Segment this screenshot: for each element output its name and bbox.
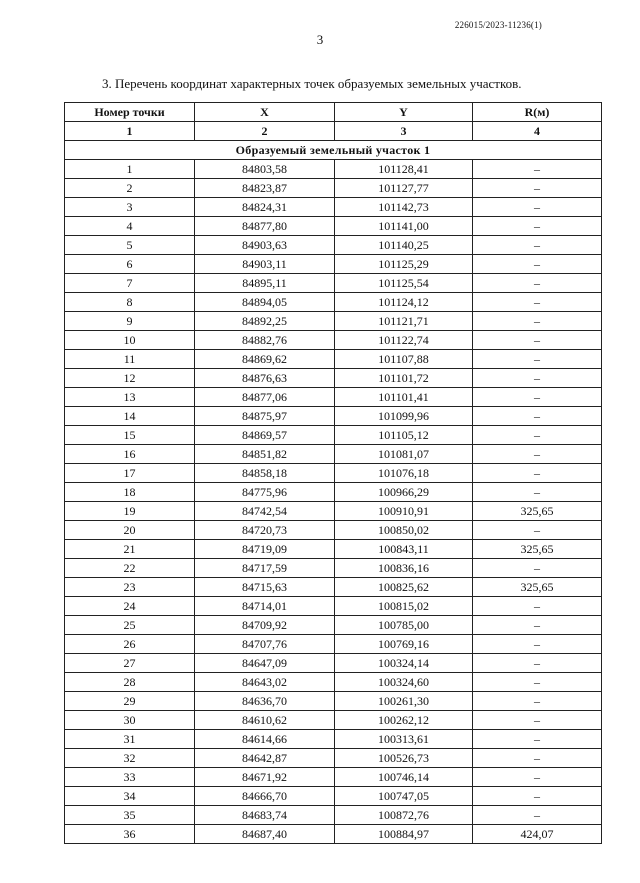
table-row — [65, 825, 602, 844]
table-row — [65, 445, 602, 464]
x-coordinate-cell: 84851,82 — [195, 445, 335, 464]
point-number-cell: 17 — [65, 464, 195, 483]
y-coordinate-cell: 101127,77 — [335, 179, 473, 198]
x-coordinate-cell: 84720,73 — [195, 521, 335, 540]
x-coordinate-cell: 84610,62 — [195, 711, 335, 730]
point-number-cell: 35 — [65, 806, 195, 825]
land-plot-group-row — [65, 141, 602, 160]
table-row — [65, 407, 602, 426]
point-number-cell: 11 — [65, 350, 195, 369]
point-number-cell: 4 — [65, 217, 195, 236]
y-coordinate-cell: 101101,41 — [335, 388, 473, 407]
x-coordinate-cell: 84671,92 — [195, 768, 335, 787]
radius-cell: – — [473, 692, 602, 711]
y-coordinate-cell: 100836,16 — [335, 559, 473, 578]
point-number-cell: 9 — [65, 312, 195, 331]
x-coordinate-cell: 84707,76 — [195, 635, 335, 654]
radius-cell: – — [473, 616, 602, 635]
point-number-cell: 5 — [65, 236, 195, 255]
radius-cell: – — [473, 388, 602, 407]
y-coordinate-cell: 101076,18 — [335, 464, 473, 483]
table-row — [65, 331, 602, 350]
page-number: 3 — [316, 32, 324, 47]
point-number-cell: 1 — [65, 160, 195, 179]
table-row — [65, 806, 602, 825]
radius-cell: – — [473, 521, 602, 540]
y-coordinate-cell: 100815,02 — [335, 597, 473, 616]
column-header-x: X — [195, 103, 335, 122]
radius-cell: – — [473, 711, 602, 730]
x-coordinate-cell: 84687,40 — [195, 825, 335, 844]
y-coordinate-cell: 100769,16 — [335, 635, 473, 654]
radius-cell: – — [473, 274, 602, 293]
land-plot-group-title: Образуемый земельный участок 1 — [65, 141, 602, 160]
y-coordinate-cell: 101081,07 — [335, 445, 473, 464]
point-number-cell: 6 — [65, 255, 195, 274]
point-number-cell: 16 — [65, 445, 195, 464]
x-coordinate-cell: 84715,63 — [195, 578, 335, 597]
table-header — [65, 103, 602, 160]
point-number-cell: 29 — [65, 692, 195, 711]
table-row — [65, 692, 602, 711]
point-number-cell: 24 — [65, 597, 195, 616]
point-number-cell: 36 — [65, 825, 195, 844]
x-coordinate-cell: 84636,70 — [195, 692, 335, 711]
table-row — [65, 616, 602, 635]
y-coordinate-cell: 101142,73 — [335, 198, 473, 217]
point-number-cell: 21 — [65, 540, 195, 559]
point-number-cell: 12 — [65, 369, 195, 388]
point-number-cell: 26 — [65, 635, 195, 654]
y-coordinate-cell: 101140,25 — [335, 236, 473, 255]
table-row — [65, 787, 602, 806]
x-coordinate-cell: 84882,76 — [195, 331, 335, 350]
radius-cell: – — [473, 806, 602, 825]
x-coordinate-cell: 84877,06 — [195, 388, 335, 407]
section-title: 3. Перечень координат характерных точек образуемых земельных участков. — [102, 76, 522, 91]
x-coordinate-cell: 84823,87 — [195, 179, 335, 198]
radius-cell: – — [473, 730, 602, 749]
radius-cell: – — [473, 635, 602, 654]
table-row — [65, 255, 602, 274]
point-number-cell: 10 — [65, 331, 195, 350]
radius-cell: 325,65 — [473, 502, 602, 521]
radius-cell: – — [473, 483, 602, 502]
table-row — [65, 635, 602, 654]
y-coordinate-cell: 101122,74 — [335, 331, 473, 350]
x-coordinate-cell: 84643,02 — [195, 673, 335, 692]
y-coordinate-cell: 101099,96 — [335, 407, 473, 426]
point-number-cell: 20 — [65, 521, 195, 540]
table-row — [65, 483, 602, 502]
radius-cell: – — [473, 749, 602, 768]
header-row — [65, 103, 602, 122]
radius-cell: – — [473, 597, 602, 616]
table-row — [65, 464, 602, 483]
x-coordinate-cell: 84683,74 — [195, 806, 335, 825]
table-row — [65, 521, 602, 540]
column-number: 1 — [65, 122, 195, 141]
point-number-cell: 22 — [65, 559, 195, 578]
radius-cell: – — [473, 293, 602, 312]
x-coordinate-cell: 84803,58 — [195, 160, 335, 179]
y-coordinate-cell: 101128,41 — [335, 160, 473, 179]
radius-cell: – — [473, 426, 602, 445]
point-number-cell: 18 — [65, 483, 195, 502]
point-number-cell: 27 — [65, 654, 195, 673]
column-number: 3 — [335, 122, 473, 141]
radius-cell: – — [473, 787, 602, 806]
x-coordinate-cell: 84903,63 — [195, 236, 335, 255]
radius-cell: – — [473, 179, 602, 198]
y-coordinate-cell: 101101,72 — [335, 369, 473, 388]
x-coordinate-cell: 84875,97 — [195, 407, 335, 426]
table-row — [65, 768, 602, 787]
table-row — [65, 597, 602, 616]
column-number: 2 — [195, 122, 335, 141]
column-number: 4 — [473, 122, 602, 141]
x-coordinate-cell: 84869,62 — [195, 350, 335, 369]
y-coordinate-cell: 100262,12 — [335, 711, 473, 730]
y-coordinate-cell: 100785,00 — [335, 616, 473, 635]
point-number-cell: 13 — [65, 388, 195, 407]
point-number-cell: 31 — [65, 730, 195, 749]
x-coordinate-cell: 84894,05 — [195, 293, 335, 312]
radius-cell: – — [473, 217, 602, 236]
radius-cell: 325,65 — [473, 540, 602, 559]
x-coordinate-cell: 84714,01 — [195, 597, 335, 616]
table-row — [65, 236, 602, 255]
column-header-y: Y — [335, 103, 473, 122]
y-coordinate-cell: 100313,61 — [335, 730, 473, 749]
x-coordinate-cell: 84719,09 — [195, 540, 335, 559]
y-coordinate-cell: 100526,73 — [335, 749, 473, 768]
y-coordinate-cell: 100910,91 — [335, 502, 473, 521]
point-number-cell: 8 — [65, 293, 195, 312]
table-row — [65, 578, 602, 597]
table-row — [65, 350, 602, 369]
radius-cell: – — [473, 464, 602, 483]
y-coordinate-cell: 100324,14 — [335, 654, 473, 673]
y-coordinate-cell: 101125,54 — [335, 274, 473, 293]
table-row — [65, 654, 602, 673]
y-coordinate-cell: 100884,97 — [335, 825, 473, 844]
table-row — [65, 502, 602, 521]
point-number-cell: 2 — [65, 179, 195, 198]
radius-cell: – — [473, 198, 602, 217]
y-coordinate-cell: 100843,11 — [335, 540, 473, 559]
x-coordinate-cell: 84892,25 — [195, 312, 335, 331]
column-number-row — [65, 122, 602, 141]
table-row — [65, 198, 602, 217]
table-row — [65, 730, 602, 749]
radius-cell: – — [473, 673, 602, 692]
point-number-cell: 19 — [65, 502, 195, 521]
column-header-point-number: Номер точки — [65, 103, 195, 122]
table-row — [65, 388, 602, 407]
radius-cell: – — [473, 654, 602, 673]
radius-cell: – — [473, 445, 602, 464]
x-coordinate-cell: 84903,11 — [195, 255, 335, 274]
y-coordinate-cell: 101125,29 — [335, 255, 473, 274]
point-number-cell: 23 — [65, 578, 195, 597]
x-coordinate-cell: 84742,54 — [195, 502, 335, 521]
table-row — [65, 217, 602, 236]
point-number-cell: 7 — [65, 274, 195, 293]
x-coordinate-cell: 84775,96 — [195, 483, 335, 502]
table-row — [65, 749, 602, 768]
y-coordinate-cell: 100966,29 — [335, 483, 473, 502]
y-coordinate-cell: 100747,05 — [335, 787, 473, 806]
table-row — [65, 426, 602, 445]
y-coordinate-cell: 101141,00 — [335, 217, 473, 236]
point-number-cell: 34 — [65, 787, 195, 806]
radius-cell: 325,65 — [473, 578, 602, 597]
radius-cell: – — [473, 331, 602, 350]
radius-cell: – — [473, 768, 602, 787]
point-number-cell: 30 — [65, 711, 195, 730]
table-row — [65, 179, 602, 198]
table-row — [65, 559, 602, 578]
table-row — [65, 274, 602, 293]
x-coordinate-cell: 84666,70 — [195, 787, 335, 806]
x-coordinate-cell: 84717,59 — [195, 559, 335, 578]
x-coordinate-cell: 84709,92 — [195, 616, 335, 635]
radius-cell: – — [473, 559, 602, 578]
point-number-cell: 14 — [65, 407, 195, 426]
y-coordinate-cell: 101121,71 — [335, 312, 473, 331]
x-coordinate-cell: 84642,87 — [195, 749, 335, 768]
x-coordinate-cell: 84614,66 — [195, 730, 335, 749]
point-number-cell: 3 — [65, 198, 195, 217]
radius-cell: – — [473, 312, 602, 331]
radius-cell: – — [473, 255, 602, 274]
x-coordinate-cell: 84876,63 — [195, 369, 335, 388]
y-coordinate-cell: 101124,12 — [335, 293, 473, 312]
y-coordinate-cell: 100324,60 — [335, 673, 473, 692]
radius-cell: – — [473, 407, 602, 426]
point-number-cell: 25 — [65, 616, 195, 635]
point-number-cell: 28 — [65, 673, 195, 692]
x-coordinate-cell: 84824,31 — [195, 198, 335, 217]
table-row — [65, 293, 602, 312]
table-row — [65, 540, 602, 559]
y-coordinate-cell: 100850,02 — [335, 521, 473, 540]
x-coordinate-cell: 84647,09 — [195, 654, 335, 673]
y-coordinate-cell: 100746,14 — [335, 768, 473, 787]
y-coordinate-cell: 100261,30 — [335, 692, 473, 711]
document-registration-number: 226015/2023-11236(1) — [454, 20, 542, 30]
table-row — [65, 369, 602, 388]
point-number-cell: 15 — [65, 426, 195, 445]
column-header-radius: R(м) — [473, 103, 602, 122]
table-row — [65, 312, 602, 331]
point-number-cell: 32 — [65, 749, 195, 768]
y-coordinate-cell: 101107,88 — [335, 350, 473, 369]
table-row — [65, 673, 602, 692]
radius-cell: – — [473, 350, 602, 369]
table-body — [65, 160, 602, 844]
x-coordinate-cell: 84895,11 — [195, 274, 335, 293]
y-coordinate-cell: 100872,76 — [335, 806, 473, 825]
x-coordinate-cell: 84858,18 — [195, 464, 335, 483]
y-coordinate-cell: 100825,62 — [335, 578, 473, 597]
x-coordinate-cell: 84877,80 — [195, 217, 335, 236]
y-coordinate-cell: 101105,12 — [335, 426, 473, 445]
table-row — [65, 711, 602, 730]
radius-cell: – — [473, 160, 602, 179]
x-coordinate-cell: 84869,57 — [195, 426, 335, 445]
coordinates-table — [64, 102, 602, 844]
point-number-cell: 33 — [65, 768, 195, 787]
radius-cell: – — [473, 236, 602, 255]
table-row — [65, 160, 602, 179]
radius-cell: 424,07 — [473, 825, 602, 844]
radius-cell: – — [473, 369, 602, 388]
